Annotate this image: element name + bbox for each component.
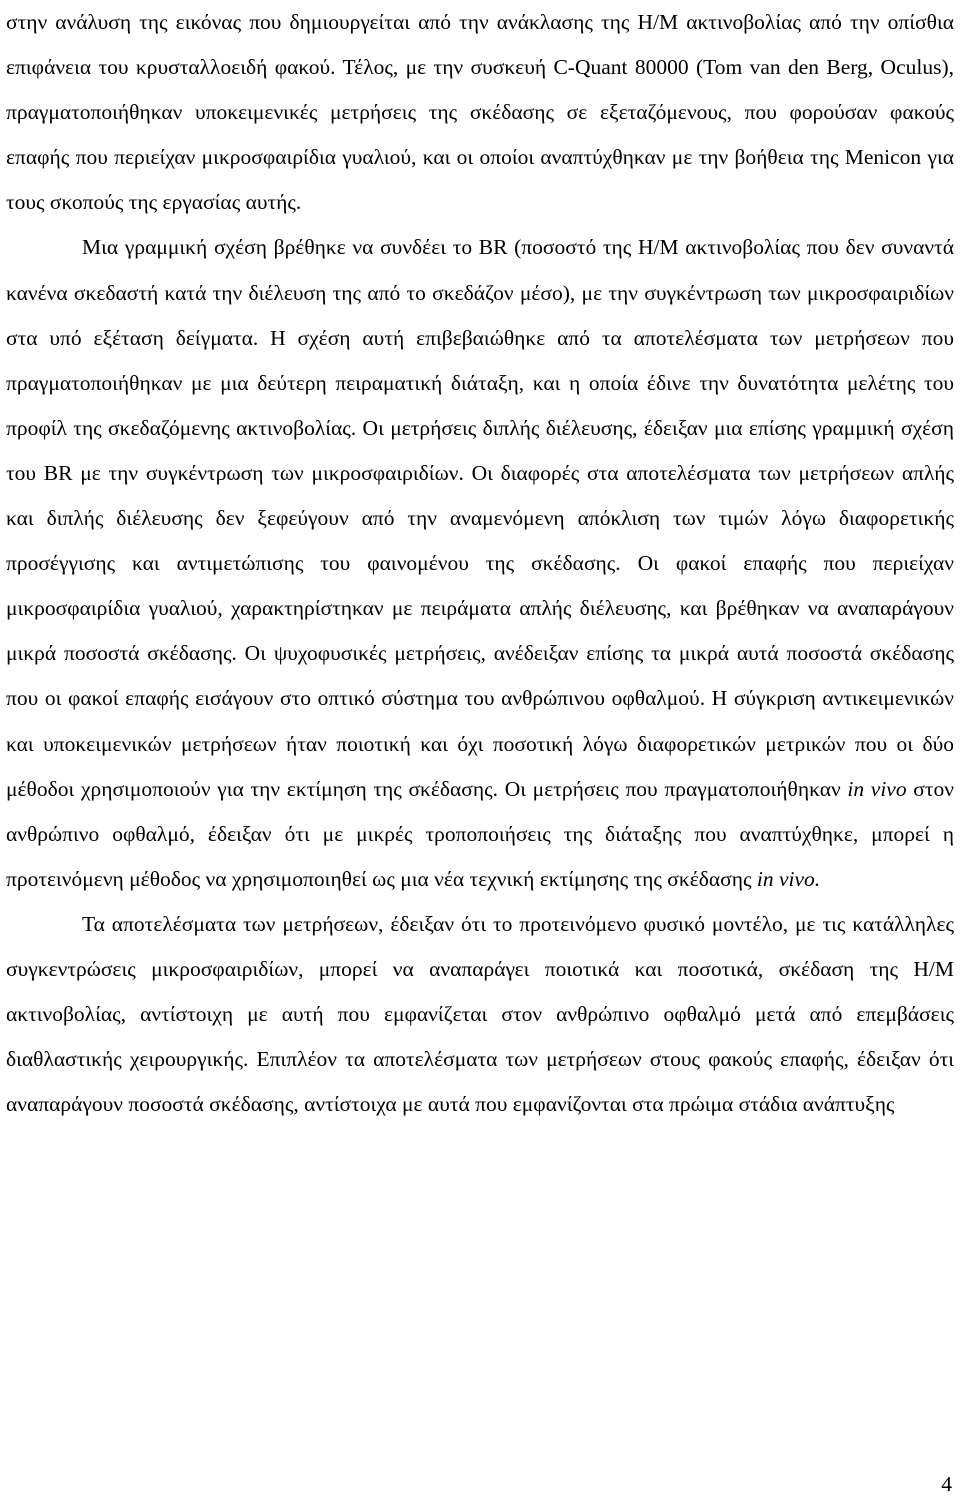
paragraph-3: Τα αποτελέσματα των μετρήσεων, έδειξαν ότι το προτεινόμενο φυσικό μοντέλο, με τις κατάλληλες συγκεντρώσεις μικροσφαιριδίων, μπορεί να αναπαράγει ποιοτικά και ποσοτικά, σκέδαση της Η/Μ ακτινοβολίας, αντίστοιχη με αυτή που εμφανίζεται στον ανθρώπινο οφθαλμό μετά από επεμβάσεις διαθλαστικής χειρουργικής. Επιπλέον τα αποτελέσματα των μετρήσεων στους φακούς επαφής, έδειξαν ότι αναπαράγουν ποσοστά σκέδασης, αντίστοιχα με αυτά που εμφανίζονται στα πρώιμα στάδια ανάπτυξης xyxy=(6,911,954,1117)
page-number: 4 xyxy=(941,1472,952,1496)
paragraph-2-text-continued: στον ανθρώπινο οφθαλμό, έδειξαν ότι με μικρές τροποποιήσεις της διάταξης που αναπτύχθηκε, μπορεί η προτεινόμενη μέθοδος να χρησιμοποιηθεί ως μια νέα τεχνική εκτίμησης της σκέδασης xyxy=(6,776,954,891)
italic-term-in-vivo: in vivo xyxy=(847,776,907,801)
paragraph-2 xyxy=(6,225,954,901)
body-text xyxy=(6,0,954,1127)
paragraph-1: στην ανάλυση της εικόνας που δημιουργείται από την ανάκλασης της Η/Μ ακτινοβολίας από την οπίσθια επιφάνεια του κρυσταλλοειδή φακού. Τέλος, με την συσκευή C-Quant 80000 (Tom van den Berg, Oculus), πραγματοποιήθηκαν υποκειμενικές μετρήσεις της σκέδασης σε εξεταζόμενους, που φορούσαν φακούς επαφής που περιείχαν μικροσφαιρίδια γυαλιού, και οι οποίοι αναπτύχθηκαν με την βοήθεια της Menicon για τους σκοπούς της εργασίας αυτής. xyxy=(6,10,954,215)
paragraph-2-text: Μια γραμμική σχέση βρέθηκε να συνδέει το BR (ποσοστό της Η/Μ ακτινοβολίας που δεν συναντά κανένα σκεδαστή κατά την διέλευση της από το σκεδάζον μέσο), με την συγκέντρωση των μικροσφαιριδίων στα υπό εξέταση δείγματα. Η σχέση αυτή επιβεβαιώθηκε από τα αποτελέσματα των μετρήσεων που πραγματοποιήθηκαν με μια δεύτερη πειραματική διάταξη, και η οποία έδινε την δυνατότητα μελέτης του προφίλ της σκεδαζόμενης ακτινοβολίας. Οι μετρήσεις διπλής διέλευσης, έδειξαν μια επίσης γραμμική σχέση του BR με την συγκέντρωση των μικροσφαιριδίων. Οι διαφορές στα αποτελέσματα των μετρήσεων απλής και διπλής διέλευσης δεν ξεφεύγουν από την αναμενόμενη απόκλιση των τιμών λόγω διαφορετικής προσέγγισης και αντιμετώπισης του φαινομένου της σκέδασης. Οι φακοί επαφής που περιείχαν μικροσφαιρίδια γυαλιού, χαρακτηρίστηκαν με πειράματα απλής διέλευσης, και βρέθηκαν να αναπαράγουν μικρά ποσοστά σκέδασης. Οι ψυχοφυσικές μετρήσεις, ανέδειξαν επίσης τα μικρά αυτά ποσοστά σκέδασης που οι φακοί επαφής εισάγουν στο οπτικό σύστημα του ανθρώπινου οφθαλμού. Η σύγκριση αντικειμενικών και υποκειμενικών μετρήσεων ήταν ποιοτική και όχι ποσοτική λόγω διαφορετικών μετρικών που οι δύο μέθοδοι χρησιμοποιούν για την εκτίμηση της σκέδασης. Οι μετρήσεις που πραγματοποιήθηκαν xyxy=(6,235,954,801)
italic-term-in-vivo-end: in vivo. xyxy=(756,866,821,891)
